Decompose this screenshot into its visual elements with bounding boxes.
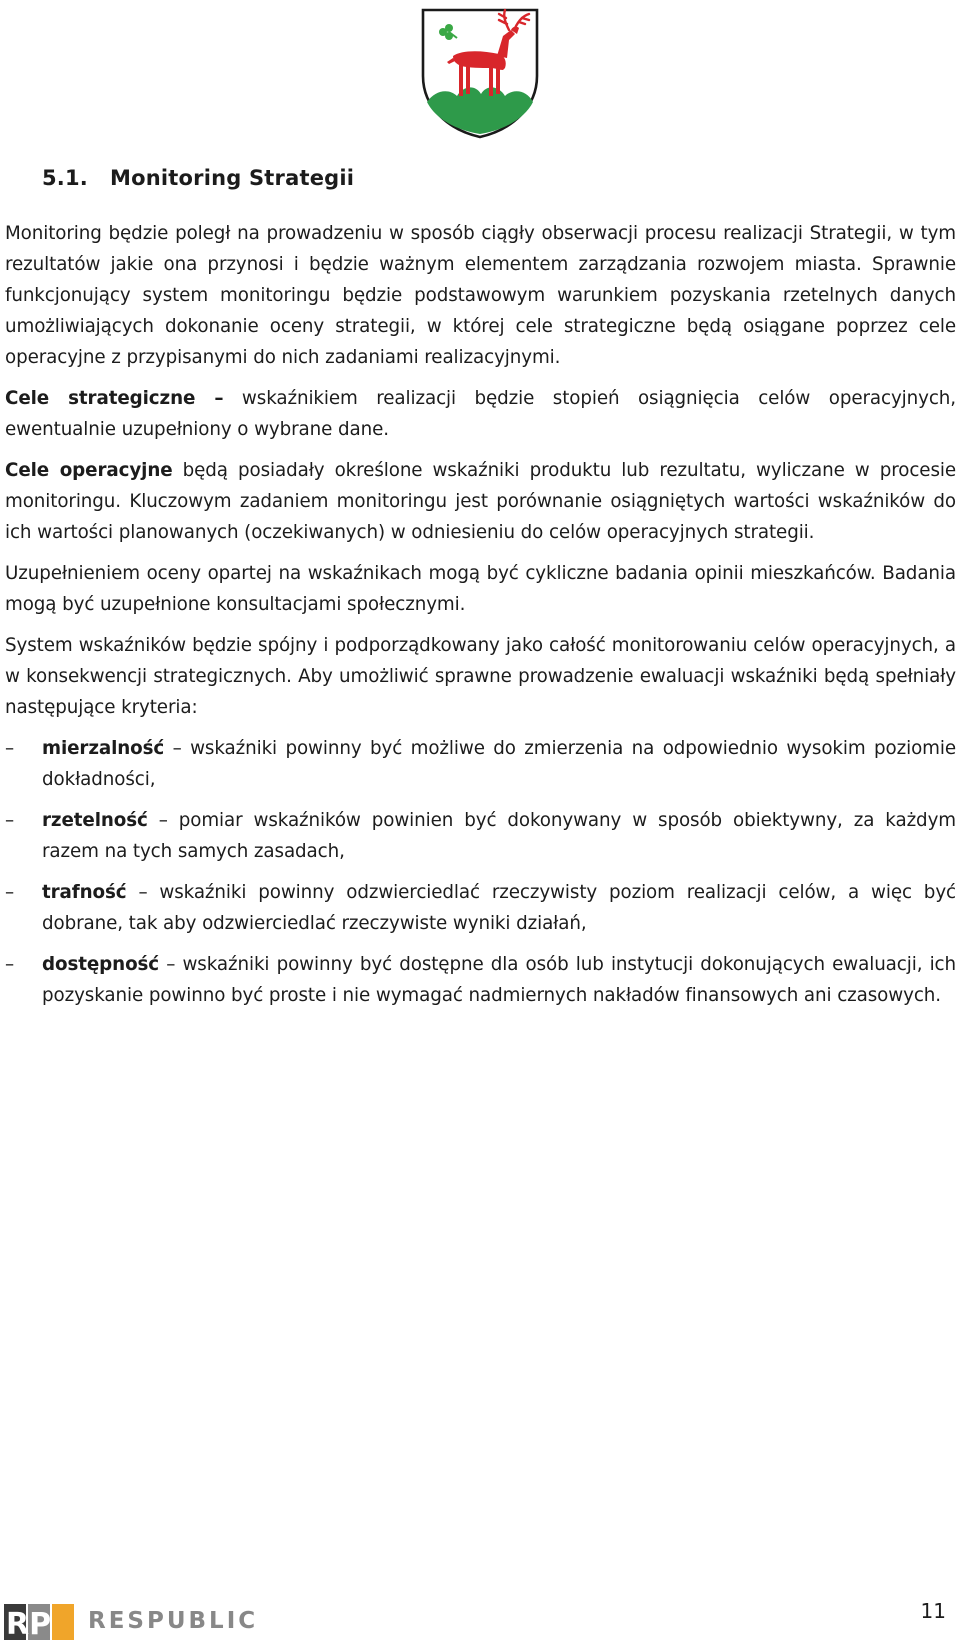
list-item	[5, 949, 956, 1011]
dash-bullet: –	[5, 882, 15, 903]
dash-bullet: –	[5, 738, 15, 759]
respublic-logo-mark	[4, 1604, 78, 1640]
coat-of-arms-deer-icon	[419, 6, 541, 140]
logo-mark-letters: RP	[6, 1607, 52, 1640]
criterion-term: trafność	[42, 882, 127, 903]
criterion-text: – wskaźniki powinny być możliwe do zmierzenia na odpowiednio wysokim poziomie dokładności,	[42, 738, 956, 790]
criterion-term: rzetelność	[42, 810, 148, 831]
paragraph-indicator-system: System wskaźników będzie spójny i podporządkowany jako całość monitorowaniu celów operacyjnych, a w konsekwencji strategicznych. Aby umożliwić sprawne prowadzenie ewaluacji wskaźniki będą spełniały następujące kryteria:	[5, 635, 956, 718]
dash-bullet: –	[5, 810, 15, 831]
paragraph-strategic-goals-text: wskaźnikiem realizacji będzie stopień osiągnięcia celów operacyjnych, ewentualnie uzupełniony o wybrane dane.	[5, 388, 956, 440]
list-item	[5, 877, 956, 939]
criterion-text: – wskaźniki powinny być dostępne dla osób lub instytucji dokonujących ewaluacji, ich pozyskanie powinno być proste i nie wymagać nadmiernych nakładów finansowych ani czasowych.	[42, 954, 956, 1006]
criterion-term: dostępność	[42, 954, 160, 975]
criterion-text: – pomiar wskaźników powinien być dokonywany w sposób obiektywny, za każdym razem na tych samych zasadach,	[42, 810, 956, 862]
criteria-list	[5, 733, 956, 1011]
criterion-text: – wskaźniki powinny odzwierciedlać rzeczywisty poziom realizacji celów, a więc być dobrane, tak aby odzwierciedlać rzeczywiste wyniki działań,	[42, 882, 956, 934]
paragraph-intro: Monitoring będzie poległ na prowadzeniu w sposób ciągły obserwacji procesu realizacji Strategii, w tym rezultatów jakie ona przynosi i będzie ważnym elementem zarządzania rozwojem miasta. Sprawnie funkcjonujący system monitoringu będzie podstawowym warunkiem pozyskania rzetelnych danych umożliwiających dokonanie oceny strategii, w której cele strategiczne będą osiągane poprzez cele operacyjne z przypisanymi do nich zadaniami realizacyjnymi.	[5, 223, 956, 368]
paragraph-operational-goals-text: będą posiadały określone wskaźniki produktu lub rezultatu, wyliczane w procesie monitoringu. Kluczowym zadaniem monitoringu jest porównanie osiągniętych wartości wskaźników do ich wartości planowanych (oczekiwanych) w odniesieniu do celów operacyjnych strategii.	[5, 460, 956, 543]
term-strategic-goals: Cele strategiczne –	[5, 388, 224, 409]
paragraph-surveys: Uzupełnieniem oceny opartej na wskaźnikach mogą być cykliczne badania opinii mieszkańców. Badania mogą być uzupełnione konsultacjami społecznymi.	[5, 563, 956, 615]
section-number: 5.1.	[42, 166, 88, 190]
list-item	[5, 805, 956, 867]
criterion-term: mierzalność	[42, 738, 165, 759]
body-text	[5, 218, 956, 1021]
section-title: Monitoring Strategii	[110, 166, 355, 190]
term-operational-goals: Cele operacyjne	[5, 460, 173, 481]
logo-text: RESPUBLIC	[88, 1608, 259, 1634]
section-heading	[42, 166, 354, 190]
paragraph-strategic-goals	[5, 383, 956, 445]
footer-logo	[4, 1604, 259, 1640]
dash-bullet: –	[5, 954, 15, 975]
paragraph-operational-goals	[5, 455, 956, 548]
list-item	[5, 733, 956, 795]
page-number: 11	[920, 1599, 946, 1623]
